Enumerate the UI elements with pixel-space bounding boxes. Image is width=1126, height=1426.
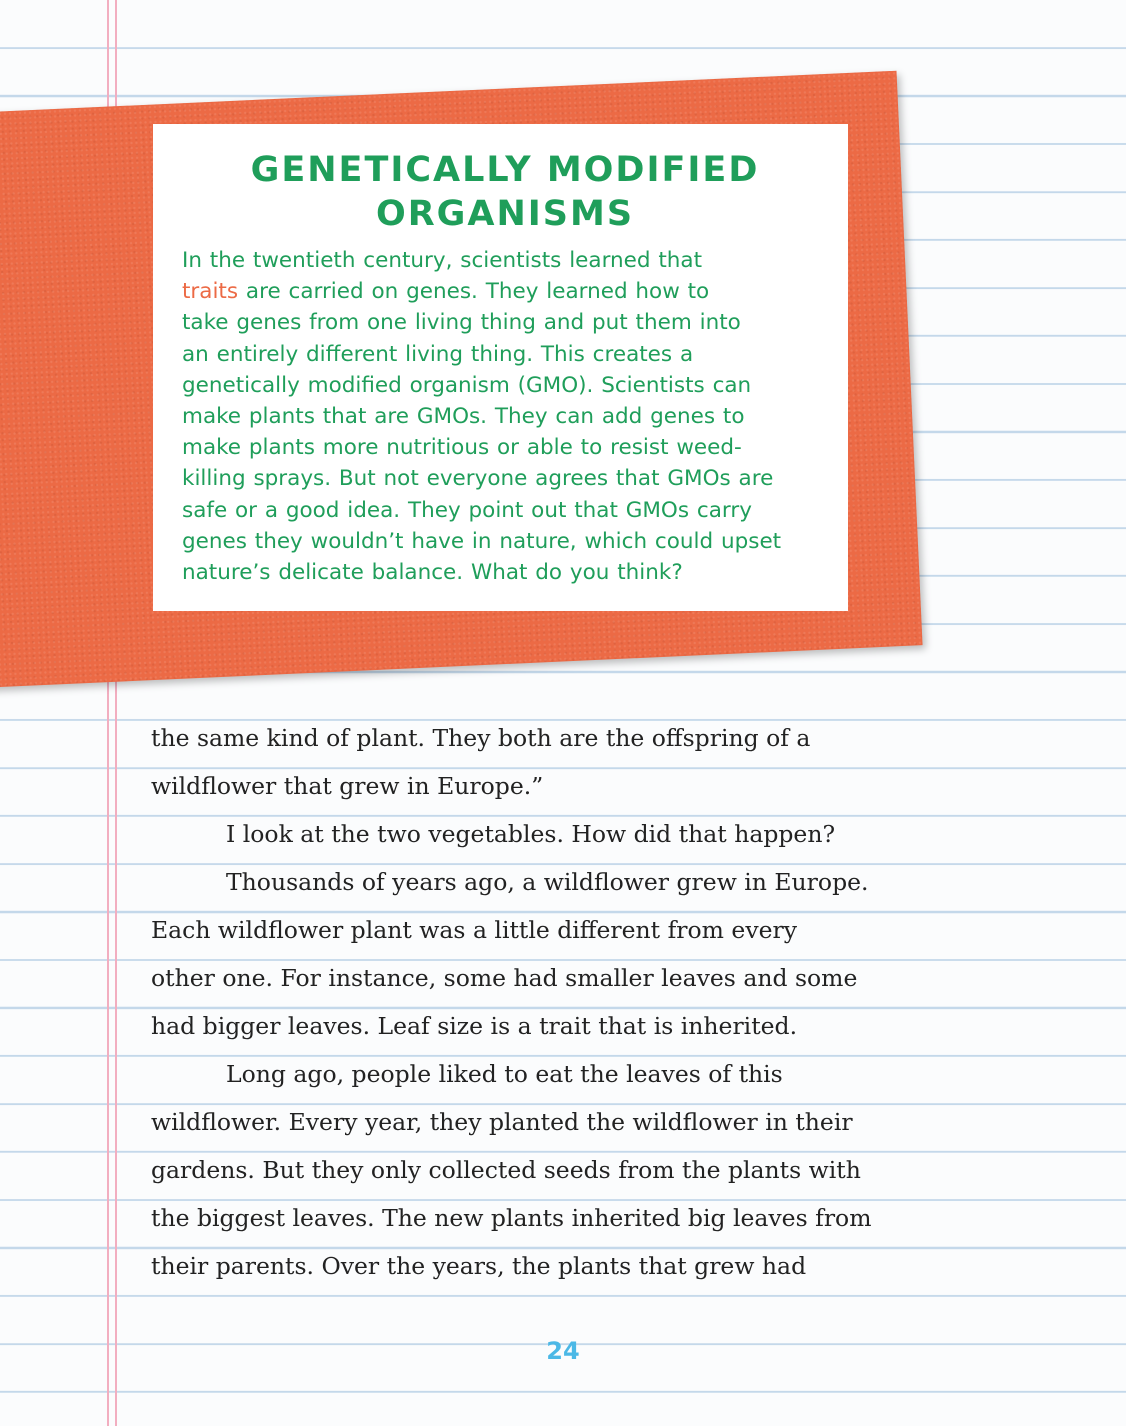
body-line: wildflower. Every year, they planted the wildflower in their <box>151 1108 853 1136</box>
body-line: gardens. But they only collected seeds from the plants with <box>151 1156 861 1184</box>
body-line: wildflower that grew in Europe.” <box>151 772 544 800</box>
body-line: the same kind of plant. They both are the offspring of a <box>151 724 811 752</box>
body-text <box>151 714 981 1290</box>
body-line: Each wildflower plant was a little different from every <box>151 916 798 944</box>
sidebar-text-line: are carried on genes. They learned how to <box>245 279 710 305</box>
sidebar-text-line: killing sprays. But not everyone agrees that GMOs are <box>182 466 774 492</box>
sidebar-text-line: make plants more nutritious or able to resist weed- <box>182 435 742 461</box>
sidebar-text-line: take genes from one living thing and put them into <box>182 310 741 336</box>
body-line: I look at the two vegetables. How did that happen? <box>226 820 836 848</box>
sidebar-text <box>182 245 828 588</box>
sidebar-title-line1: GENETICALLY MODIFIED <box>250 150 760 190</box>
body-line: Long ago, people liked to eat the leaves of this <box>226 1060 783 1088</box>
sidebar-text-line: make plants that are GMOs. They can add genes to <box>182 404 745 430</box>
sidebar-text-line: In the twentieth century, scientists learned that <box>182 248 703 273</box>
glossary-term[interactable]: traits <box>182 279 239 305</box>
page-number: 24 <box>546 1337 580 1365</box>
sidebar-text-line: genetically modified organism (GMO). Scientists can <box>182 372 752 398</box>
sidebar-text-line: genes they wouldn’t have in nature, which could upset <box>182 528 782 554</box>
sidebar-text-line: safe or a good idea. They point out that GMOs carry <box>182 497 752 523</box>
sidebar-card <box>153 124 848 611</box>
body-line: their parents. Over the years, the plants that grew had <box>151 1252 807 1280</box>
sidebar-text-line: nature’s delicate balance. What do you think? <box>182 560 683 586</box>
body-line: had bigger leaves. Leaf size is a trait that is inherited. <box>151 1012 798 1040</box>
body-line: the biggest leaves. The new plants inherited big leaves from <box>151 1204 872 1232</box>
body-line: Thousands of years ago, a wildflower grew in Europe. <box>226 868 869 896</box>
sidebar-title-line2: ORGANISMS <box>375 194 635 234</box>
body-line: other one. For instance, some had smaller leaves and some <box>151 964 858 992</box>
sidebar-text-line: an entirely different living thing. This creates a <box>182 341 694 367</box>
sidebar-title <box>182 148 828 236</box>
